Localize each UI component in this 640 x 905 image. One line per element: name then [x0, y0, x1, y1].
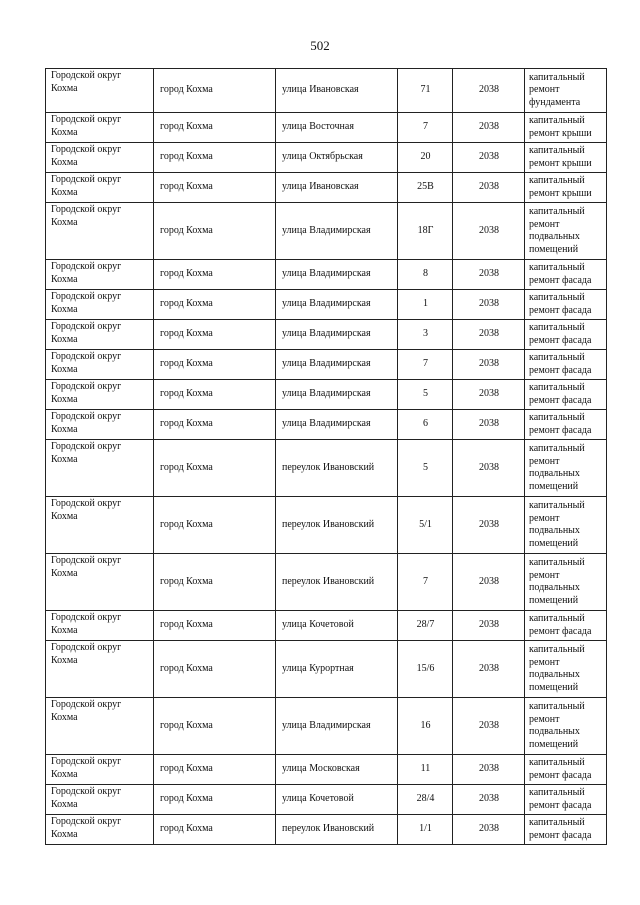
year-cell: 2038 — [453, 611, 525, 641]
street-cell: улица Ивановская — [276, 69, 398, 113]
city-cell: город Кохма — [154, 290, 276, 320]
house-cell: 5/1 — [398, 497, 453, 554]
city-cell: город Кохма — [154, 785, 276, 815]
street-cell: улица Владимирская — [276, 350, 398, 380]
street-cell: переулок Ивановский — [276, 554, 398, 611]
work-type-cell: капитальный ремонт фасада — [525, 410, 607, 440]
work-type-cell: капитальный ремонт фасада — [525, 350, 607, 380]
district-cell: Городской округ Кохма — [46, 815, 154, 845]
house-cell: 71 — [398, 69, 453, 113]
table-row — [46, 440, 607, 497]
district-cell: Городской округ Кохма — [46, 641, 154, 698]
city-cell: город Кохма — [154, 143, 276, 173]
street-cell: переулок Ивановский — [276, 815, 398, 845]
district-cell: Городской округ Кохма — [46, 203, 154, 260]
work-type-cell: капитальный ремонт подвальных помещений — [525, 554, 607, 611]
table-row — [46, 203, 607, 260]
city-cell: город Кохма — [154, 173, 276, 203]
district-cell: Городской округ Кохма — [46, 173, 154, 203]
work-type-cell: капитальный ремонт фасада — [525, 380, 607, 410]
district-cell: Городской округ Кохма — [46, 290, 154, 320]
district-cell: Городской округ Кохма — [46, 755, 154, 785]
work-type-cell: капитальный ремонт фасада — [525, 815, 607, 845]
city-cell: город Кохма — [154, 410, 276, 440]
city-cell: город Кохма — [154, 440, 276, 497]
work-type-cell: капитальный ремонт фасада — [525, 290, 607, 320]
table-row — [46, 641, 607, 698]
work-type-cell: капитальный ремонт подвальных помещений — [525, 641, 607, 698]
district-cell: Городской округ Кохма — [46, 350, 154, 380]
house-cell: 18Г — [398, 203, 453, 260]
year-cell: 2038 — [453, 320, 525, 350]
table-row — [46, 173, 607, 203]
table-row — [46, 698, 607, 755]
table-row — [46, 320, 607, 350]
work-type-cell: капитальный ремонт фундамента — [525, 69, 607, 113]
street-cell: улица Октябрьская — [276, 143, 398, 173]
district-cell: Городской округ Кохма — [46, 143, 154, 173]
city-cell: город Кохма — [154, 755, 276, 785]
city-cell: город Кохма — [154, 380, 276, 410]
street-cell: улица Кочетовой — [276, 611, 398, 641]
table-row — [46, 290, 607, 320]
house-cell: 1 — [398, 290, 453, 320]
work-type-cell: капитальный ремонт фасада — [525, 260, 607, 290]
work-type-cell: капитальный ремонт фасада — [525, 755, 607, 785]
table-row — [46, 497, 607, 554]
house-cell: 11 — [398, 755, 453, 785]
house-cell: 5 — [398, 440, 453, 497]
city-cell: город Кохма — [154, 497, 276, 554]
district-cell: Городской округ Кохма — [46, 320, 154, 350]
street-cell: улица Курортная — [276, 641, 398, 698]
city-cell: город Кохма — [154, 260, 276, 290]
house-cell: 7 — [398, 350, 453, 380]
work-type-cell: капитальный ремонт фасада — [525, 320, 607, 350]
house-cell: 6 — [398, 410, 453, 440]
year-cell: 2038 — [453, 755, 525, 785]
work-type-cell: капитальный ремонт подвальных помещений — [525, 698, 607, 755]
district-cell: Городской округ Кохма — [46, 497, 154, 554]
street-cell: переулок Ивановский — [276, 497, 398, 554]
city-cell: город Кохма — [154, 611, 276, 641]
table-row — [46, 410, 607, 440]
district-cell: Городской округ Кохма — [46, 611, 154, 641]
district-cell: Городской округ Кохма — [46, 410, 154, 440]
house-cell: 3 — [398, 320, 453, 350]
year-cell: 2038 — [453, 440, 525, 497]
work-type-cell: капитальный ремонт подвальных помещений — [525, 440, 607, 497]
year-cell: 2038 — [453, 350, 525, 380]
district-cell: Городской округ Кохма — [46, 554, 154, 611]
district-cell: Городской округ Кохма — [46, 260, 154, 290]
city-cell: город Кохма — [154, 350, 276, 380]
year-cell: 2038 — [453, 698, 525, 755]
year-cell: 2038 — [453, 173, 525, 203]
city-cell: город Кохма — [154, 203, 276, 260]
year-cell: 2038 — [453, 203, 525, 260]
repair-schedule-table — [45, 68, 607, 845]
year-cell: 2038 — [453, 69, 525, 113]
district-cell: Городской округ Кохма — [46, 785, 154, 815]
house-cell: 25В — [398, 173, 453, 203]
city-cell: город Кохма — [154, 641, 276, 698]
street-cell: улица Владимирская — [276, 260, 398, 290]
table-row — [46, 113, 607, 143]
work-type-cell: капитальный ремонт крыши — [525, 173, 607, 203]
table-row — [46, 785, 607, 815]
street-cell: улица Ивановская — [276, 173, 398, 203]
house-cell: 1/1 — [398, 815, 453, 845]
house-cell: 7 — [398, 554, 453, 611]
year-cell: 2038 — [453, 260, 525, 290]
table-row — [46, 143, 607, 173]
year-cell: 2038 — [453, 785, 525, 815]
table-row — [46, 815, 607, 845]
work-type-cell: капитальный ремонт фасада — [525, 785, 607, 815]
district-cell: Городской округ Кохма — [46, 380, 154, 410]
city-cell: город Кохма — [154, 554, 276, 611]
year-cell: 2038 — [453, 815, 525, 845]
page-number: 502 — [310, 38, 330, 53]
house-cell: 8 — [398, 260, 453, 290]
city-cell: город Кохма — [154, 320, 276, 350]
table-row — [46, 69, 607, 113]
city-cell: город Кохма — [154, 69, 276, 113]
house-cell: 28/7 — [398, 611, 453, 641]
year-cell: 2038 — [453, 113, 525, 143]
street-cell: переулок Ивановский — [276, 440, 398, 497]
work-type-cell: капитальный ремонт подвальных помещений — [525, 497, 607, 554]
street-cell: улица Владимирская — [276, 203, 398, 260]
work-type-cell: капитальный ремонт крыши — [525, 113, 607, 143]
house-cell: 15/6 — [398, 641, 453, 698]
table-row — [46, 260, 607, 290]
work-type-cell: капитальный ремонт фасада — [525, 611, 607, 641]
year-cell: 2038 — [453, 380, 525, 410]
year-cell: 2038 — [453, 290, 525, 320]
city-cell: город Кохма — [154, 698, 276, 755]
street-cell: улица Владимирская — [276, 380, 398, 410]
street-cell: улица Владимирская — [276, 320, 398, 350]
year-cell: 2038 — [453, 497, 525, 554]
district-cell: Городской округ Кохма — [46, 440, 154, 497]
street-cell: улица Владимирская — [276, 290, 398, 320]
district-cell: Городской округ Кохма — [46, 69, 154, 113]
street-cell: улица Владимирская — [276, 410, 398, 440]
district-cell: Городской округ Кохма — [46, 698, 154, 755]
city-cell: город Кохма — [154, 815, 276, 845]
table-row — [46, 611, 607, 641]
year-cell: 2038 — [453, 143, 525, 173]
city-cell: город Кохма — [154, 113, 276, 143]
house-cell: 28/4 — [398, 785, 453, 815]
house-cell: 5 — [398, 380, 453, 410]
table-row — [46, 350, 607, 380]
street-cell: улица Восточная — [276, 113, 398, 143]
district-cell: Городской округ Кохма — [46, 113, 154, 143]
street-cell: улица Московская — [276, 755, 398, 785]
table-row — [46, 380, 607, 410]
street-cell: улица Владимирская — [276, 698, 398, 755]
year-cell: 2038 — [453, 641, 525, 698]
house-cell: 20 — [398, 143, 453, 173]
house-cell: 7 — [398, 113, 453, 143]
table-row — [46, 755, 607, 785]
work-type-cell: капитальный ремонт подвальных помещений — [525, 203, 607, 260]
table-row — [46, 554, 607, 611]
year-cell: 2038 — [453, 554, 525, 611]
year-cell: 2038 — [453, 410, 525, 440]
work-type-cell: капитальный ремонт крыши — [525, 143, 607, 173]
street-cell: улица Кочетовой — [276, 785, 398, 815]
house-cell: 16 — [398, 698, 453, 755]
